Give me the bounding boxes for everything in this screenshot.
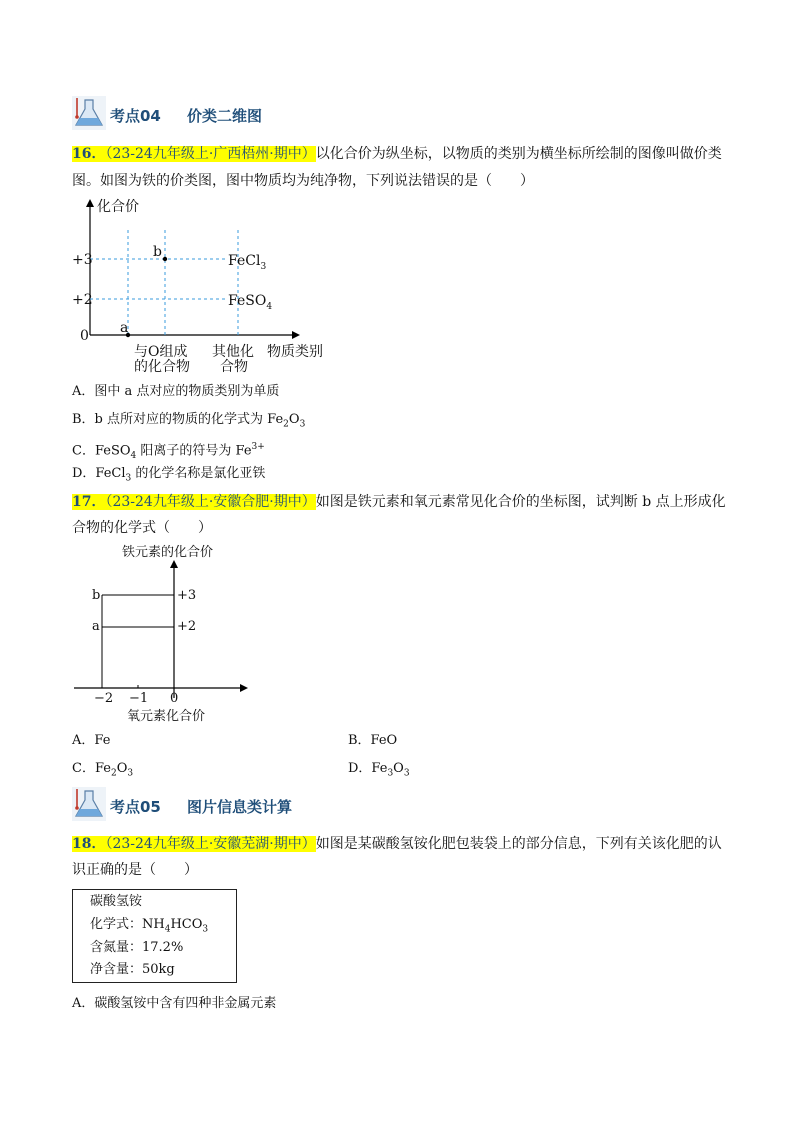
- y-tick-plus3: +3: [72, 252, 93, 268]
- x-axis-title: 氧元素化合价: [127, 709, 206, 724]
- q17-option-a[interactable]: A．Fe: [72, 733, 111, 748]
- x-category-2-line2: 合物: [220, 359, 248, 375]
- x-tick-minus1: −1: [129, 691, 149, 706]
- y-axis-title: 化合价: [97, 199, 139, 215]
- q17-option-c[interactable]: C．$Fe_2O_3$: [72, 761, 134, 779]
- x-category-1-line2: 的化合物: [134, 359, 190, 375]
- flask-icon: [72, 96, 106, 130]
- section-number: 考点04: [110, 107, 161, 125]
- question-17-stem-line2: 合物的化学式（ ）: [72, 520, 212, 536]
- x-tick-zero: 0: [170, 691, 179, 706]
- y-axis-title: 铁元素的化合价: [122, 545, 214, 560]
- section-title: 图片信息类计算: [187, 798, 293, 816]
- point-a-label: a: [92, 619, 100, 634]
- x-category-2-line1: 其他化: [212, 344, 254, 360]
- section-header-04: [72, 96, 372, 132]
- question-source: （23-24九年级上·广西梧州·期中）: [105, 146, 316, 162]
- q16-option-a[interactable]: A．图中 a 点对应的物质类别为单质: [72, 384, 280, 399]
- q18-option-a[interactable]: A．碳酸氢铵中含有四种非金属元素: [72, 996, 277, 1011]
- fertilizer-label-box: [72, 889, 237, 983]
- point-b-marker: [163, 257, 167, 261]
- label-nitrogen-content: 含氮量：17.2%: [90, 940, 184, 955]
- question-17-stem-line1: [72, 493, 726, 511]
- question-16-stem-line1: [72, 145, 722, 163]
- y-axis-arrow: [86, 199, 94, 207]
- question-number: 16．: [72, 146, 106, 162]
- x-axis-arrow: [240, 684, 248, 692]
- label-formula: 化学式：$NH_4HCO_3$: [90, 917, 209, 935]
- stem-text: 如图是某碳酸氢铵化肥包装袋上的部分信息，下列有关该化肥的认: [315, 836, 722, 852]
- x-tick-minus2: −2: [94, 691, 114, 706]
- q16-option-d[interactable]: D．FeCl$_3$ 的化学名称是氯化亚铁: [72, 466, 266, 484]
- section-title: 价类二维图: [187, 107, 263, 125]
- question-18-stem-line2: 识正确的是（ ）: [72, 862, 198, 878]
- x-category-1-line1: 与O组成: [134, 344, 188, 360]
- label-product-name: 碳酸氢铵: [90, 894, 143, 909]
- question-18-stem-line1: [72, 835, 722, 853]
- q17-option-d[interactable]: D．$Fe_3O_3$: [348, 761, 410, 779]
- fecl3-label: FeCl$_3$: [228, 253, 267, 272]
- y-tick-plus2: +2: [72, 292, 93, 308]
- point-a-label: a: [120, 320, 129, 336]
- x-axis-title: 物质类别: [267, 344, 323, 360]
- stem-text: 以化合价为纵坐标，以物质的类别为横坐标所绘制的图像叫做价类: [315, 146, 722, 162]
- x-axis-arrow: [292, 331, 300, 339]
- q17-option-b[interactable]: B．FeO: [348, 733, 398, 748]
- point-b-label: b: [92, 588, 101, 603]
- flask-icon: [72, 787, 106, 821]
- y-tick-zero: 0: [80, 328, 89, 344]
- label-net-weight: 净含量：50kg: [90, 962, 175, 977]
- q16-option-c[interactable]: C．FeSO$_4$ 阳离子的符号为 $Fe^{3+}$: [72, 442, 265, 461]
- question-number: 18．: [72, 836, 106, 852]
- question-source: （23-24九年级上·安徽芜湖·期中）: [105, 836, 316, 852]
- feso4-label: FeSO$_4$: [228, 293, 273, 312]
- y-label-plus2: +2: [177, 619, 197, 634]
- stem-text: 如图是铁元素和氧元素常见化合价的坐标图，试判断 b 点上形成化: [315, 494, 726, 510]
- section-number: 考点05: [110, 798, 161, 816]
- y-label-plus3: +3: [177, 588, 197, 603]
- point-b-label: b: [153, 244, 162, 260]
- question-number: 17．: [72, 494, 106, 510]
- question-16-stem-line2: 图。如图为铁的价类图，图中物质均为纯净物，下列说法错误的是（ ）: [72, 173, 534, 189]
- question-source: （23-24九年级上·安徽合肥·期中）: [105, 494, 316, 510]
- section-header-05: [72, 787, 372, 823]
- q16-option-b[interactable]: B．b 点所对应的物质的化学式为 $Fe_2O_3$: [72, 412, 306, 430]
